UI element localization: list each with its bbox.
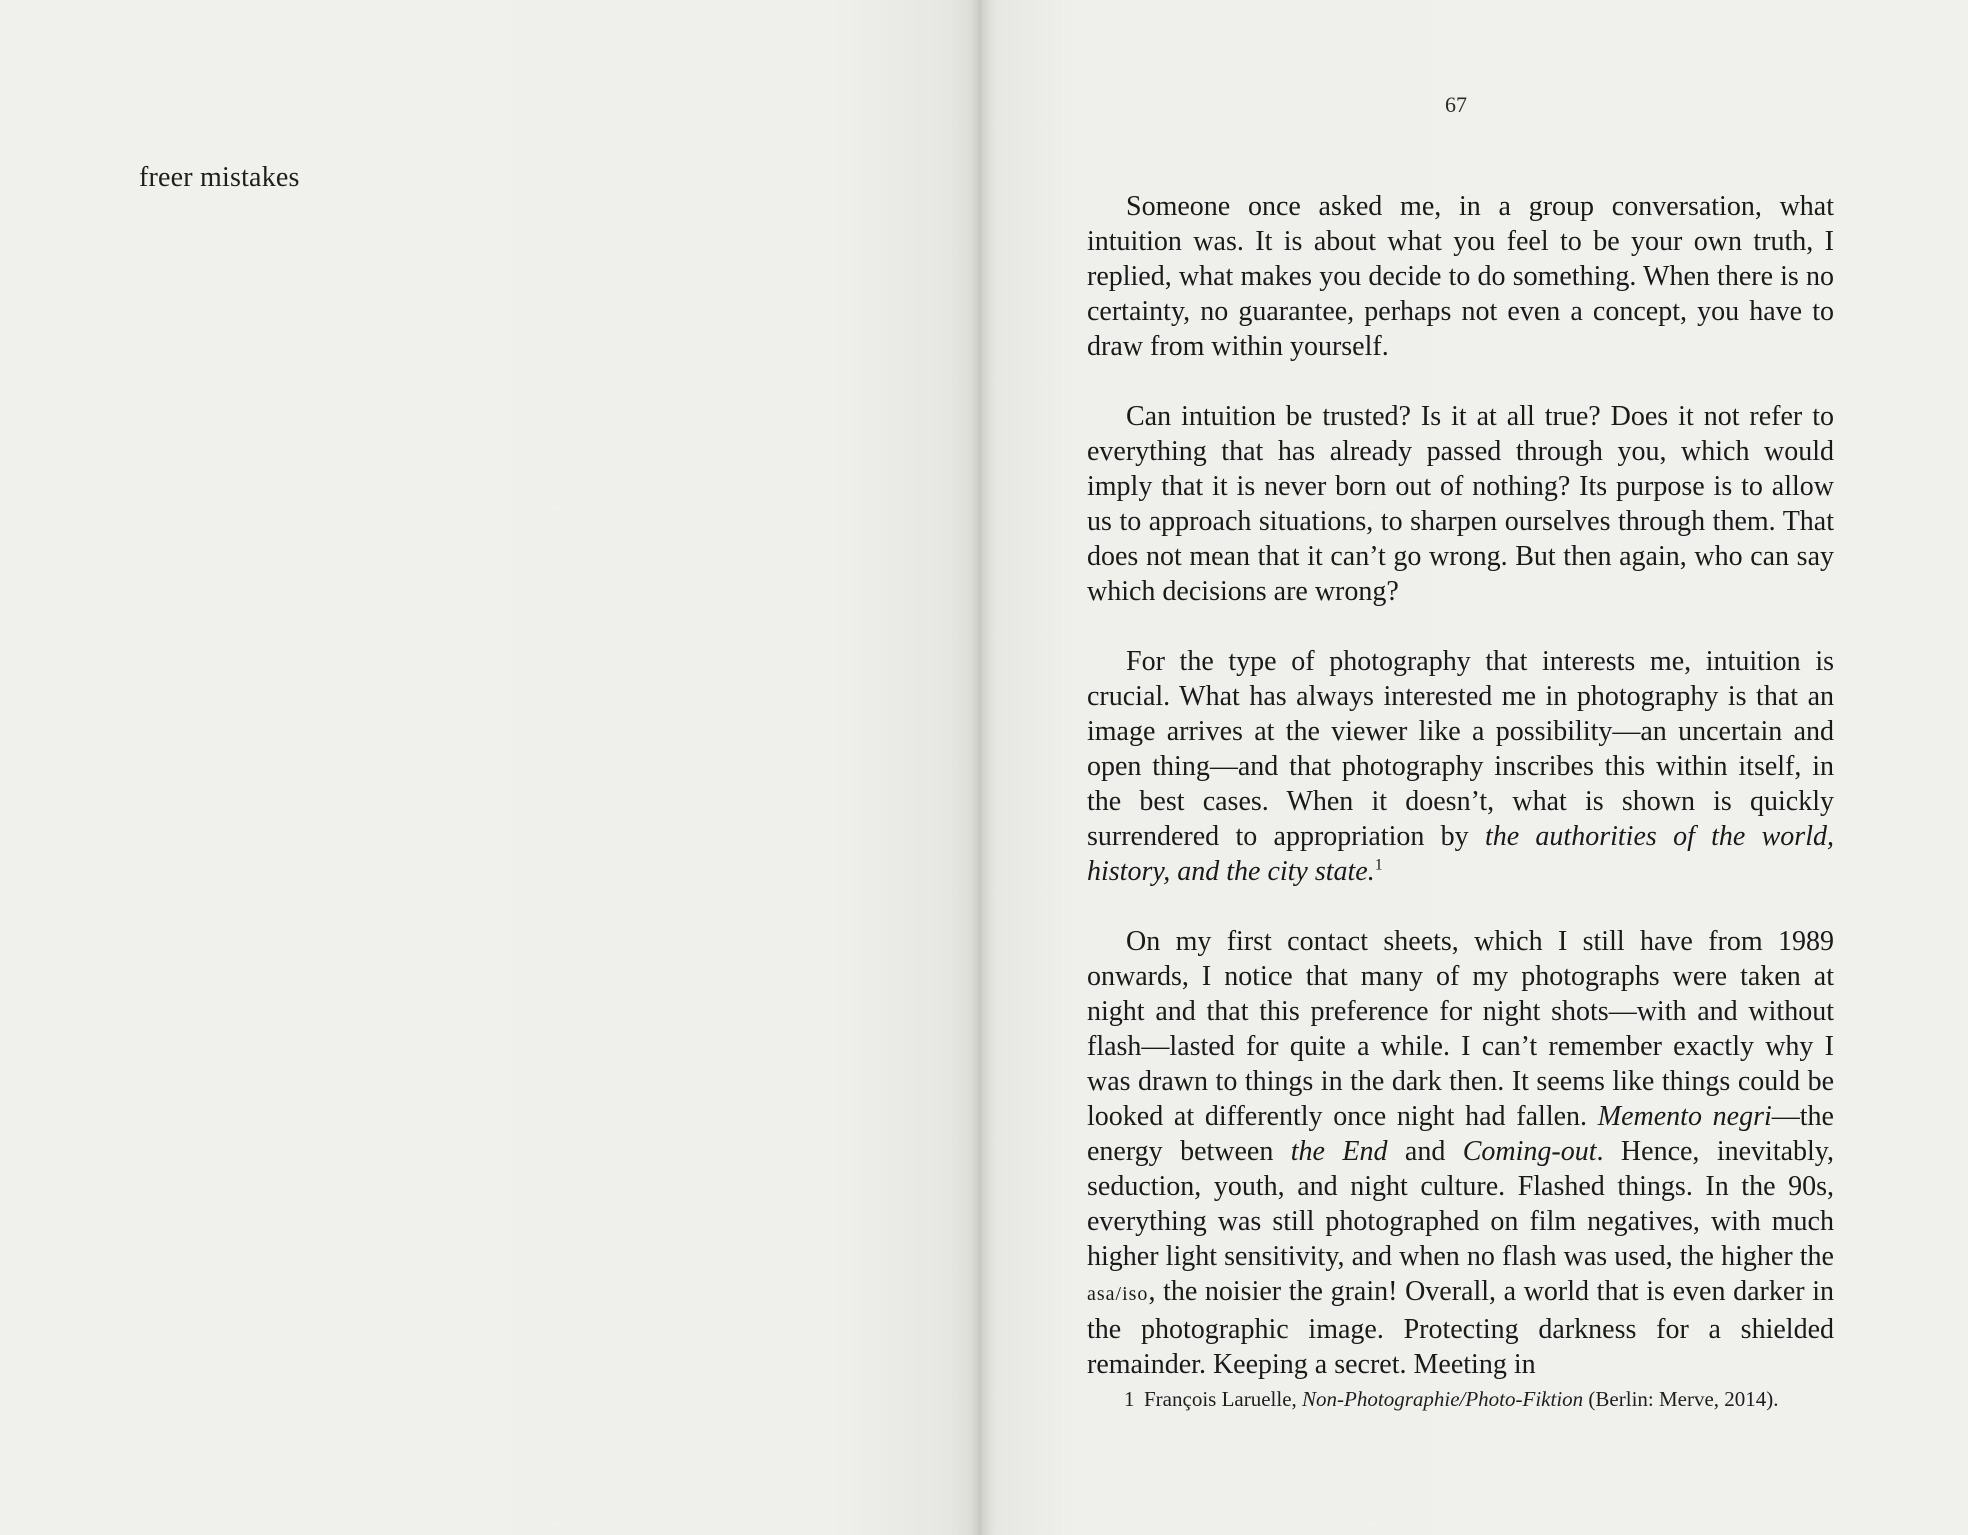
running-title: freer mistakes	[139, 162, 300, 193]
paragraph-2: Can intuition be trusted? Is it at all true? Does it not refer to everything that has already passed through you, which would imply that it is never born out of nothing? Its purpose is to allow us to approach situations, to sharpen ourselves through them. That does not mean that it can’t go wrong. But then again, who can say which decisions are wrong?	[1087, 401, 1834, 607]
paragraph-4-text-b: —the energy between	[1087, 1101, 1834, 1167]
body-text	[1087, 189, 1834, 1382]
paragraph-4-smallcaps: asa/iso	[1087, 1283, 1149, 1305]
paragraph-4-italic-coming-out: Coming-out	[1462, 1136, 1597, 1167]
paragraph-3-text: For the type of photography that interests me, intuition is crucial. What has always interested me in photography is that an image arrives at the viewer like a possibility—an uncertain and open thing—and that photography inscribes this within itself, in the best cases. When it doesn’t, what is shown is quickly surrendered to appropriation by	[1087, 646, 1834, 852]
paragraph-4-italic-memento: Memento negri	[1597, 1101, 1772, 1132]
paragraph-4-text-e: , the noisier the grain! Overall, a world that is even darker in the photographic image. Protecting darkness for a shielded remainder. Keeping a secret. Meeting in	[1087, 1276, 1834, 1380]
footnote-publication: (Berlin: Merve, 2014).	[1583, 1387, 1779, 1411]
footnote-number: 1	[1124, 1387, 1135, 1411]
footnote-author: François Laruelle,	[1144, 1387, 1303, 1411]
paragraph-4-text-c: and	[1387, 1136, 1463, 1167]
left-page	[0, 0, 978, 1535]
paragraph-4-text-d: . Hence, inevitably, seduction, youth, and night culture. Flashed things. In the 90s, everything was still photographed on film negatives, with much higher light sensitivity, and when no flash was used, the higher the	[1087, 1136, 1834, 1272]
page-number: 67	[1445, 92, 1467, 117]
paragraph-1: Someone once asked me, in a group conversation, what intuition was. It is about what you feel to be your own truth, I replied, what makes you decide to do something. When there is no certainty, no guarantee, perhaps not even a concept, you have to draw from within yourself.	[1087, 191, 1834, 362]
paragraph-4-text-a: On my first contact sheets, which I still have from 1989 onwards, I notice that many of my photographs were taken at night and that this preference for night shots—with and without flash—lasted for quite a while. I can’t remember exactly why I was drawn to things in the dark then. It seems like things could be looked at differently once night had fallen.	[1087, 926, 1834, 1132]
paragraph-3	[1087, 644, 1834, 889]
footnote-title: Non-Photographie/Photo-Fiktion	[1302, 1387, 1584, 1411]
book-gutter	[968, 0, 992, 1535]
paragraph-3-italic: the authorities of the world, history, and the city state.	[1087, 821, 1834, 887]
paragraph-4-italic-end: the End	[1290, 1136, 1388, 1167]
footnote-reference: 1	[1374, 856, 1383, 874]
footnote	[1124, 1385, 1844, 1413]
paragraph-4	[1087, 924, 1834, 1382]
